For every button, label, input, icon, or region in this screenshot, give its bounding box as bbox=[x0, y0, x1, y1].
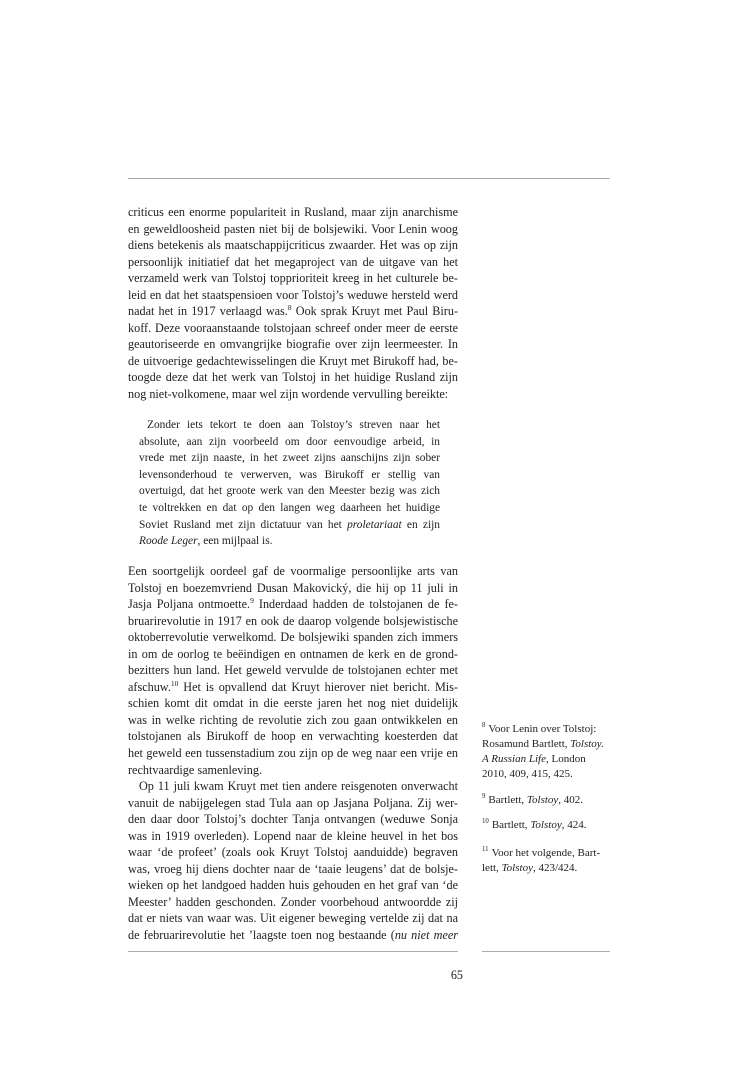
body-line: Op 11 juli kwam Kruyt met tien andere reisgenoten onverwacht bbox=[139, 779, 458, 794]
body-line: persoonlijk initiatief dat het megaproject van de uitgave van het bbox=[128, 254, 458, 269]
note-text: , 402. bbox=[558, 793, 584, 806]
quote-line bbox=[139, 517, 440, 534]
text-segment: Het is opvallend dat Kruyt hierover niet bericht. Mis- bbox=[178, 679, 458, 694]
italic-text: A Russian Life bbox=[482, 752, 546, 765]
margin-note bbox=[482, 722, 610, 782]
note-line bbox=[482, 793, 610, 808]
text-segment: Jasja Poljana ontmoette. bbox=[128, 597, 251, 612]
body-line bbox=[128, 679, 458, 696]
note-text: Bartlett, bbox=[488, 793, 527, 806]
body-line: waar ‘de profeet’ (zoals ook Kruyt Tolstoj aanduidde) begraven bbox=[128, 845, 458, 860]
note-text: Voor Lenin over Tolstoj: bbox=[488, 722, 597, 735]
note-text: Voor het volgende, Bart- bbox=[491, 846, 601, 859]
text-segment: nadat het in 1917 verlaagd was. bbox=[128, 304, 288, 319]
page-number: 65 bbox=[450, 968, 463, 982]
note-text: Bartlett, bbox=[491, 818, 531, 831]
paragraph bbox=[128, 563, 458, 778]
note-text: , 424. bbox=[561, 818, 587, 831]
quote-line: te voltrekken en dat op den langen weg daarheen het huidige bbox=[139, 501, 440, 514]
body-line: den daar door Tolstoj’s dochter Tanja ontvangen (weduwe Sonja bbox=[128, 812, 458, 827]
text-segment: Inderdaad hadden de tolstojanen de fe- bbox=[253, 597, 458, 612]
note-text: , 423/424. bbox=[532, 861, 578, 874]
body-line: Tolstoj en boezemvriend Dusan Makovický, die hij op 11 juli in bbox=[128, 580, 458, 595]
note-line bbox=[482, 737, 610, 752]
text-segment: , een mijlpaal is. bbox=[197, 535, 273, 548]
note-number: 8 bbox=[482, 721, 486, 729]
text-segment: Soviet Rusland met zijn dictatuur van het bbox=[139, 518, 348, 531]
text-segment: Ook sprak Kruyt met Paul Biru- bbox=[291, 304, 459, 319]
footnote-ref: 10 bbox=[170, 678, 179, 688]
note-line bbox=[482, 722, 610, 737]
note-line: 2010, 409, 415, 425. bbox=[482, 767, 573, 780]
body-line: nog niet-volkomene, maar wel zijn wordende vervulling bereikte: bbox=[128, 387, 449, 402]
note-number: 9 bbox=[482, 792, 486, 800]
text-block bbox=[128, 563, 458, 944]
body-line: was in welke richting de revolutie zich zou gaan ontwikkelen en bbox=[128, 712, 458, 727]
body-line: tolstojanen als Birukoff de hoop en verwachting koesterden dat bbox=[128, 729, 458, 744]
note-line bbox=[482, 818, 610, 833]
note-text: Rosamund Bartlett, bbox=[482, 737, 571, 750]
paragraph bbox=[128, 778, 458, 943]
note-text: lett, bbox=[482, 861, 502, 874]
body-line: geautoriseerde en omvangrijke biografie over zijn leermeester. In bbox=[128, 337, 458, 352]
italic-text: proletariaat bbox=[347, 518, 402, 531]
quote-line: vrede met zijn naaste, in het zweet zijns aanschijns zijn sober bbox=[139, 452, 440, 465]
italic-text: Tolstoy. bbox=[570, 737, 604, 750]
body-line: dat er niets van waar was. Uit eigener beweging vertelde zij dat na bbox=[128, 911, 458, 926]
body-line: was in 1919 overleden). Lopend naar de kleine heuvel in het bos bbox=[128, 828, 458, 843]
body-line: en geweldloosheid pasten niet bij de bolsjewiki. Voor Lenin woog bbox=[128, 221, 458, 236]
body-line: rechtvaardige samenleving. bbox=[128, 762, 263, 777]
text-segment: en zijn bbox=[401, 518, 440, 531]
quote-line: Zonder iets tekort te doen aan Tolstoy’s streven naar het bbox=[147, 419, 440, 431]
footnote-ref: 8 bbox=[287, 303, 292, 313]
bottom-rule-margin bbox=[482, 951, 610, 952]
italic-text: Roode Leger bbox=[139, 535, 198, 548]
body-line: toogde deze dat het werk van Tolstoj in het huidige Rusland zijn bbox=[128, 370, 458, 385]
paragraph bbox=[128, 204, 458, 403]
body-line: criticus een enorme populariteit in Rusland, maar zijn anarchisme bbox=[128, 205, 458, 219]
quote-line bbox=[139, 533, 440, 550]
text-segment: de februarirevolutie het ’laagste toen nog bestaande ( bbox=[128, 928, 395, 943]
note-number: 10 bbox=[482, 817, 489, 825]
body-line: schien komt dit omdat in die eerste jaren het nog niet duidelijk bbox=[128, 696, 458, 711]
quote-line: levensonderhoud te verwerven, was Birukoff er stellig van bbox=[139, 468, 440, 481]
body-line: was, vroeg hij diens dochter naar de ‘taaie leugens’ dat de bolsje- bbox=[128, 861, 458, 876]
bottom-rule-main bbox=[128, 951, 458, 952]
body-line: diens betekenis als maatschappijcriticus zwaarder. Het was op zijn bbox=[128, 238, 458, 253]
body-line: bruarirevolutie in 1917 en ook de daarop volgende bolsjewistische bbox=[128, 613, 458, 628]
body-line: de uitvoerige gedachtewisselingen die Kruyt met Birukoff had, be- bbox=[128, 353, 458, 368]
body-line: vanuit de nabijgelegen stad Tula aan op Jasjana Poljana. Zij wer- bbox=[128, 795, 458, 810]
italic-text: Tolstoy bbox=[501, 861, 533, 874]
note-number: 11 bbox=[482, 845, 489, 853]
body-line: koff. Deze vooraanstaande tolstojaan schreef onder meer de eerste bbox=[128, 320, 458, 335]
note-line bbox=[482, 752, 610, 767]
italic-text: Tolstoy bbox=[526, 793, 559, 806]
body-line: het geweld een tussenstadium zou zijn op de weg naar een vrije en bbox=[128, 746, 458, 761]
italic-text: Tolstoy bbox=[530, 818, 562, 831]
margin-note bbox=[482, 846, 610, 876]
text-segment: afschuw. bbox=[128, 679, 171, 694]
body-line: leid en dat het staatspensioen voor Tolstoj’s weduwe hersteld werd bbox=[128, 287, 458, 302]
body-line: verzameld werk van Tolstoj topprioriteit kreeg in het culturele be- bbox=[128, 271, 458, 286]
body-line: Een soortgelijk oordeel gaf de voormalige persoonlijke arts van bbox=[128, 564, 458, 578]
italic-text: nu niet meer bbox=[394, 928, 458, 943]
body-line: Meester’ hadden geschonden. Zonder voorbehoud antwoordde zij bbox=[128, 894, 458, 909]
top-rule bbox=[128, 178, 610, 179]
note-line bbox=[482, 846, 610, 861]
note-line bbox=[482, 861, 610, 876]
footnote-ref: 9 bbox=[250, 596, 254, 606]
body-line: in om de oorlog te beëindigen en ontnamen de kerk en de grond- bbox=[128, 646, 458, 661]
block-quote bbox=[139, 417, 440, 550]
body-line bbox=[128, 927, 458, 944]
quote-line: overtuigd, dat het groote werk van den Meester bezig was zich bbox=[139, 485, 440, 498]
body-line: oktoberrevolutie verwelkomd. De bolsjewiki spanden zich immers bbox=[128, 630, 458, 645]
body-line: bezitters hun land. Het geweld vervulde de tolstojanen echter met bbox=[128, 663, 458, 678]
margin-note bbox=[482, 793, 610, 808]
body-line bbox=[128, 303, 458, 320]
quote-line: absolute, aan zijn voorbeeld om door eenvoudige arbeid, in bbox=[139, 435, 440, 448]
body-line: wieken op het landgoed hadden huis gehouden en het graf van ‘de bbox=[128, 878, 458, 893]
margin-note bbox=[482, 818, 610, 833]
body-line bbox=[128, 596, 458, 613]
note-text: , London bbox=[545, 752, 586, 765]
